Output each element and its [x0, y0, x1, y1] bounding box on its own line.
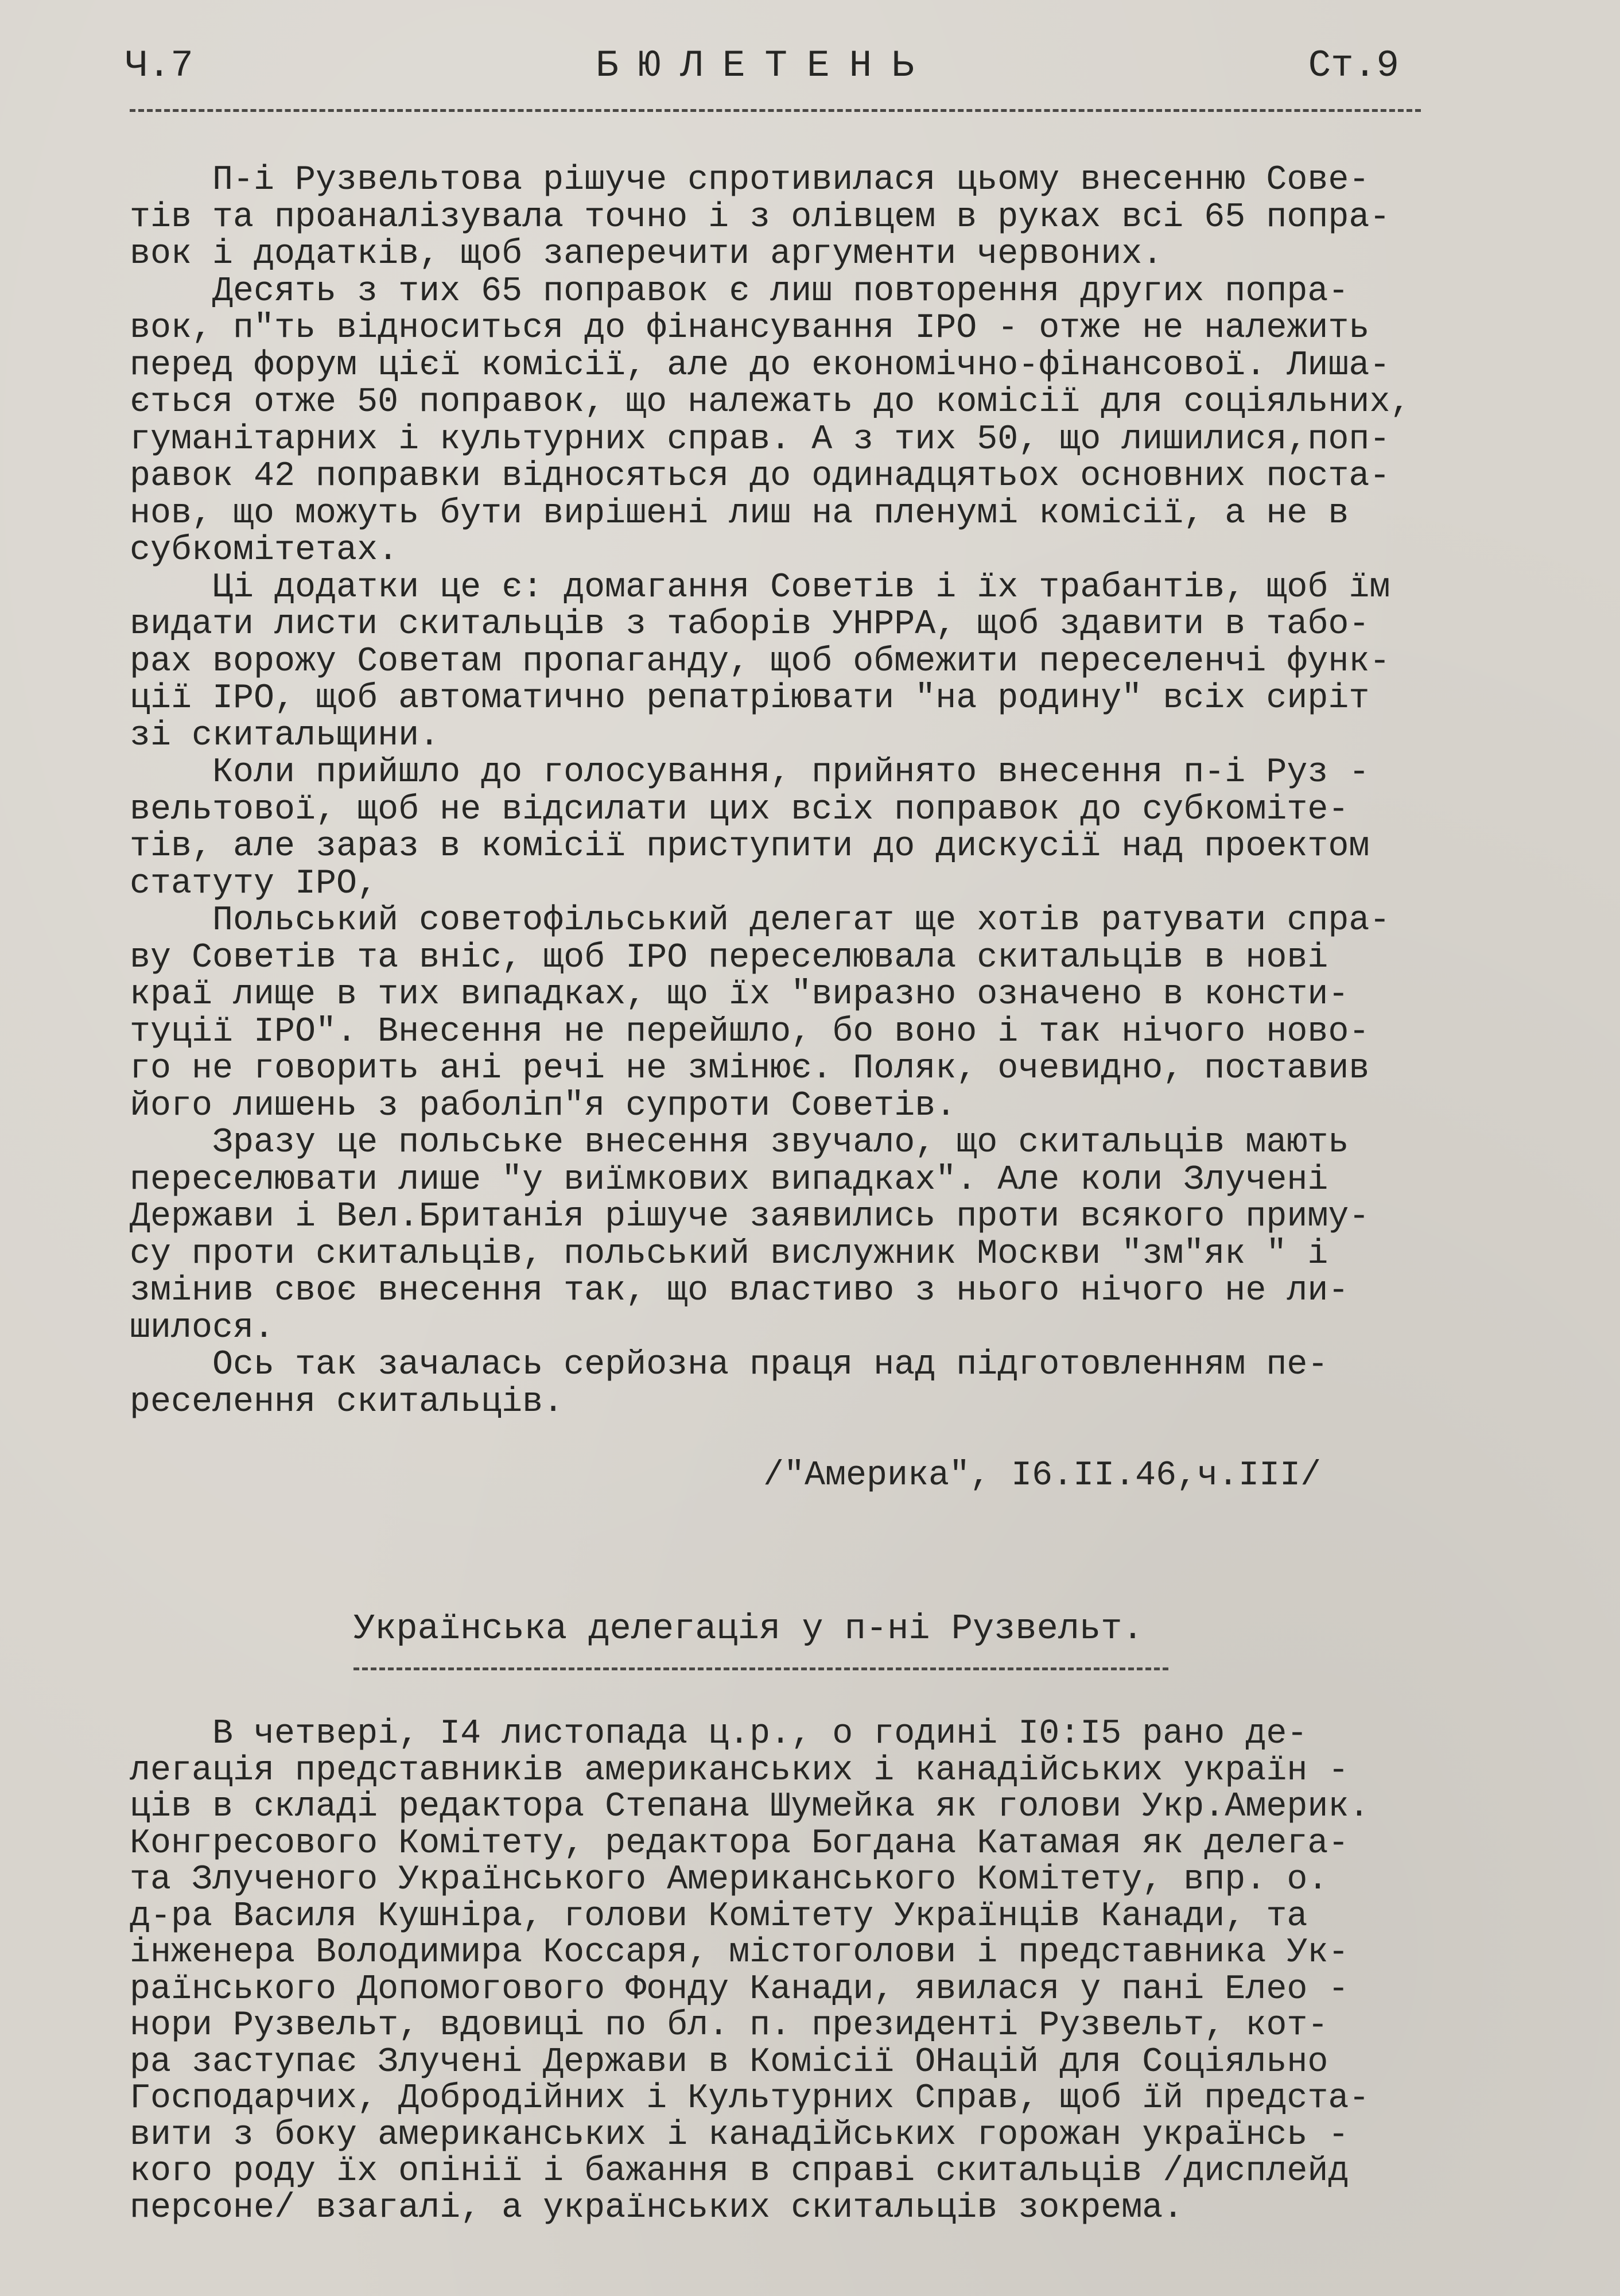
- text-line: д-ра Василя Кушніра, голови Комітету Українців Канади, та: [130, 1896, 1308, 1936]
- text-line: ву Советів та вніс, щоб ІРО переселювала скитальців в нові: [130, 938, 1328, 978]
- text-line: нори Рузвельт, вдовиці по бл. п. президенті Рузвельт, кот-: [130, 2006, 1328, 2045]
- text-line: су проти скитальців, польський вислужник Москви "зм"як " і: [130, 1234, 1328, 1274]
- text-line: шилося.: [130, 1308, 275, 1348]
- text-line: ється отже 50 поправок, що належать до комісії для соціяльних,: [130, 383, 1411, 422]
- text-line: вок і додатків, щоб заперечити аргументи червоних.: [130, 235, 1163, 274]
- text-line: ра заступає Злучені Держави в Комісії ОНацій для Соціяльно: [130, 2042, 1328, 2082]
- text-line: Ось так зачалась серйозна праця над підготовленням пе-: [130, 1345, 1328, 1384]
- text-line: інженера Володимира Коссаря, містоголови і представника Ук-: [130, 1933, 1349, 1972]
- text-line: Польський советофільський делегат ще хотів ратувати спра-: [130, 901, 1390, 940]
- text-line: видати листи скитальців з таборів УНРРА, щоб здавити в табо-: [130, 605, 1370, 644]
- text-line: туції ІРО". Внесення не перейшло, бо воно і так нічого ново-: [130, 1012, 1370, 1052]
- chapter-number: Ч.7: [125, 44, 193, 87]
- header-divider: [130, 109, 1421, 112]
- text-line: перед форум цієї комісії, але до економічно-фінансової. Лиша-: [130, 346, 1390, 385]
- text-line: вок, п"ть відноситься до фінансування ІРО - отже не належить: [130, 309, 1370, 348]
- text-line: краї лище в тих випадках, що їх "виразно означено в консти-: [130, 975, 1349, 1014]
- text-line: рах ворожу Советам пропаганду, щоб обмежити переселенчі функ-: [130, 642, 1390, 681]
- text-line: переселювати лише "у виїмкових випадках". Але коли Злучені: [130, 1160, 1328, 1200]
- text-line: персоне/ взагалі, а українських скитальців зокрема.: [130, 2188, 1184, 2228]
- source-citation: /"Америка", І6.ІІ.46,ч.ІІІ/: [763, 1456, 1322, 1495]
- text-line: легація представників американських і канадійських україн -: [130, 1751, 1349, 1790]
- article-body-delegation: [130, 1716, 1518, 2227]
- text-line: нов, що можуть бути вирішені лиш на пленумі комісії, а не в: [130, 494, 1349, 533]
- text-line: та Злученого Українського Американського Комітету, впр. о.: [130, 1860, 1328, 1899]
- page-number: Ст.9: [1308, 44, 1399, 87]
- article-body: [130, 162, 1518, 1421]
- text-line: В четвері, І4 листопада ц.р., о годині І0:І5 рано де-: [130, 1715, 1308, 1754]
- text-line: равок 42 поправки відносяться до одинадцятьох основних поста-: [130, 457, 1390, 496]
- text-line: зі скитальщини.: [130, 716, 440, 755]
- text-line: змінив своє внесення так, що властиво з нього нічого не ли-: [130, 1271, 1349, 1310]
- text-line: П-і Рузвельтова рішуче спротивилася цьому внесенню Сове-: [130, 161, 1370, 200]
- text-line: вельтової, щоб не відсилати цих всіх поправок до субкоміте-: [130, 790, 1349, 829]
- section-title: Українська делегація у п-ні Рузвельт.: [353, 1608, 1144, 1649]
- text-line: Держави і Вел.Британія рішуче заявились проти всякого приму-: [130, 1197, 1370, 1236]
- text-line: раїнського Допомогового Фонду Канади, явилася у пані Елео -: [130, 1969, 1349, 2009]
- text-line: го не говорить ані речі не змінює. Поляк, очевидно, поставив: [130, 1049, 1370, 1088]
- text-line: Господарчих, Добродійних і Культурних Справ, щоб їй предста-: [130, 2079, 1370, 2118]
- text-line: його лишень з раболіп"я супроти Советів.: [130, 1086, 957, 1126]
- text-line: ців в складі редактора Степана Шумейка як голови Укр.Америк.: [130, 1787, 1370, 1826]
- text-line: Зразу це польське внесення звучало, що скитальців мають: [130, 1123, 1349, 1162]
- text-line: тів, але зараз в комісії приступити до дискусії над проектом: [130, 827, 1370, 866]
- text-line: статуту ІРО,: [130, 864, 378, 903]
- bulletin-title: БЮЛЕТЕНЬ: [596, 44, 934, 87]
- text-line: вити з боку американських і канадійських горожан українсь -: [130, 2115, 1349, 2155]
- text-line: Конгресового Комітету, редактора Богдана Катамая як делега-: [130, 1824, 1349, 1863]
- page-header: [125, 40, 1399, 92]
- text-line: реселення скитальців.: [130, 1382, 564, 1422]
- text-line: ції ІРО, щоб автоматично репатріювати "на родину" всіх сиріт: [130, 679, 1370, 718]
- text-line: кого роду їх опінії і бажання в справі скитальців /дисплейд: [130, 2152, 1349, 2191]
- section-title-underline: [353, 1667, 1168, 1670]
- text-line: гуманітарних і культурних справ. А з тих 50, що лишилися,поп-: [130, 420, 1390, 459]
- text-line: Десять з тих 65 поправок є лиш повторення других попра-: [130, 272, 1349, 311]
- text-line: Ці додатки це є: домагання Советів і їх трабантів, щоб їм: [130, 568, 1390, 607]
- text-line: Коли прийшло до голосування, прийнято внесення п-і Руз -: [130, 753, 1370, 792]
- text-line: субкомітетах.: [130, 531, 399, 570]
- text-line: тів та проаналізувала точно і з олівцем в руках всі 65 попра-: [130, 197, 1390, 237]
